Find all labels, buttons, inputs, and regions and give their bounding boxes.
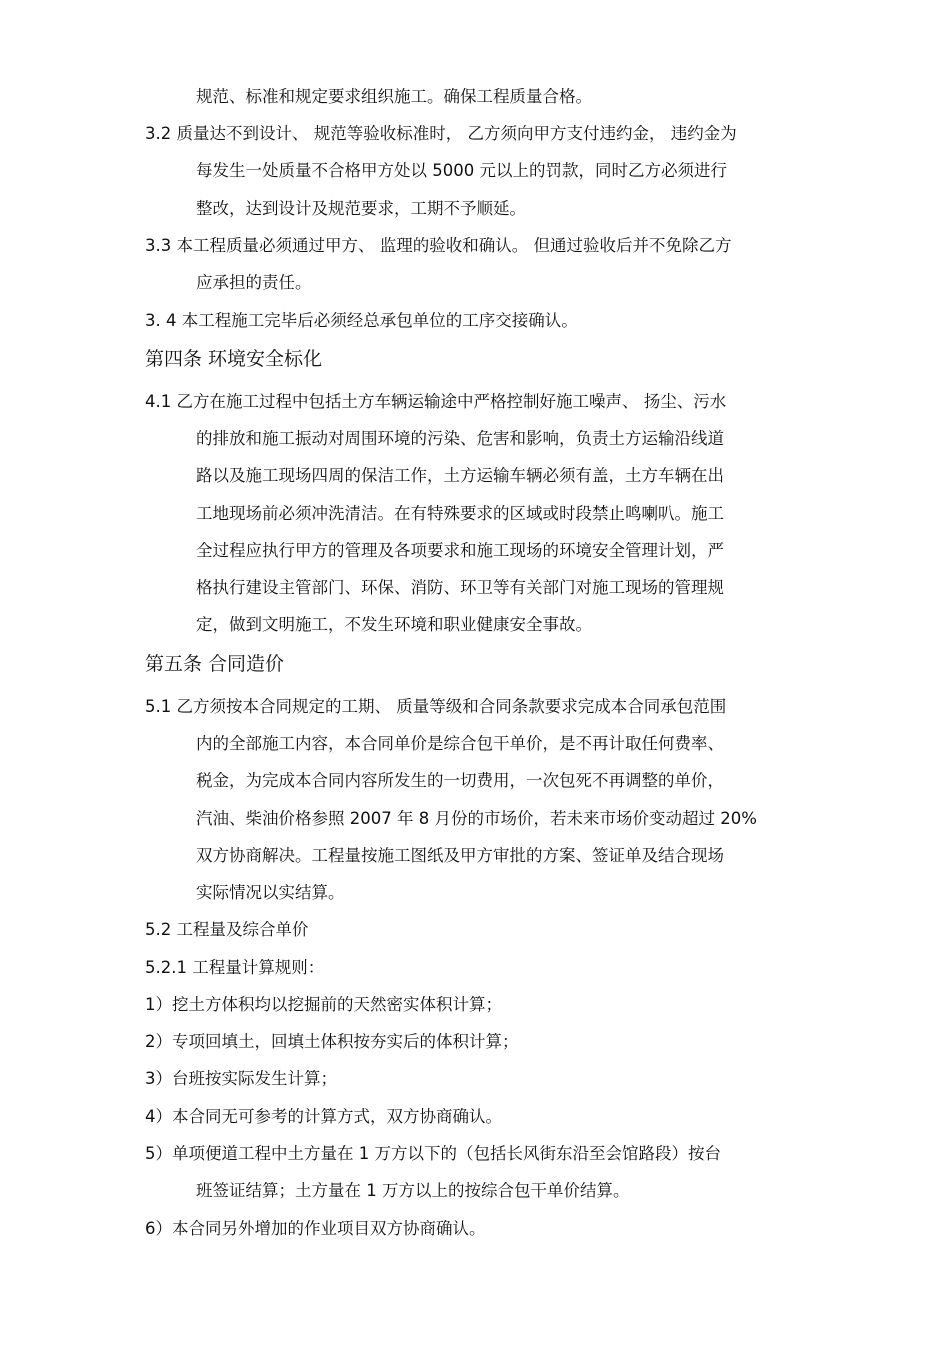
clause-5-1: 5.1 乙方须按本合同规定的工期、 质量等级和合同条款要求完成本合同承包范围 (145, 697, 727, 716)
clause-3-2: 3.2 质量达不到设计、 规范等验收标准时， 乙方须向甲方支付违约金， 违约金为 (145, 124, 737, 143)
rule-item-4: 4）本合同无可参考的计算方式，双方协商确认。 (145, 1107, 502, 1126)
text-line: 定，做到文明施工，不发生环境和职业健康安全事故。 (196, 615, 592, 634)
article-5-heading: 第五条 合同造价 (145, 653, 285, 675)
text-line: 双方协商解决。工程量按施工图纸及甲方审批的方案、签证单及结合现场 (196, 846, 724, 865)
text-line: 的排放和施工振动对周围环境的污染、危害和影响，负责土方运输沿线道 (196, 429, 724, 448)
text-line: 汽油、柴油价格参照 2007 年 8 月份的市场价，若未来市场价变动超过 20% (196, 809, 757, 828)
text-line: 规范、标准和规定要求组织施工。确保工程质量合格。 (196, 87, 592, 106)
rule-item-1: 1）挖土方体积均以挖掘前的天然密实体积计算； (145, 995, 502, 1014)
text-line: 格执行建设主管部门、环保、消防、环卫等有关部门对施工现场的管理规 (196, 578, 724, 597)
text-line: 实际情况以实结算。 (196, 883, 345, 902)
article-4-heading: 第四条 环境安全标化 (145, 348, 323, 370)
text-line: 应承担的责任。 (196, 273, 312, 292)
clause-3-4: 3. 4 本工程施工完毕后必须经总承包单位的工序交接确认。 (145, 311, 578, 330)
text-line: 班签证结算；土方量在 1 万方以上的按综合包干单价结算。 (196, 1181, 630, 1200)
rule-item-2: 2）专项回填土，回填土体积按夯实后的体积计算； (145, 1032, 519, 1051)
text-line: 工地现场前必须冲洗清洁。在有特殊要求的区域或时段禁止鸣喇叭。施工 (196, 504, 724, 523)
text-line: 内的全部施工内容，本合同单价是综合包干单价，是不再计取任何费率、 (196, 734, 724, 753)
text-line: 税金，为完成本合同内容所发生的一切费用，一次包死不再调整的单价， (196, 771, 724, 790)
clause-4-1: 4.1 乙方在施工过程中包括土方车辆运输途中严格控制好施工噪声、 扬尘、污水 (145, 392, 727, 411)
clause-5-2: 5.2 工程量及综合单价 (145, 920, 309, 939)
rule-item-5: 5）单项便道工程中土方量在 1 万方以下的（包括长风街东沿至会馆路段）按台 (145, 1144, 721, 1163)
rule-item-6: 6）本合同另外增加的作业项目双方协商确认。 (145, 1219, 486, 1238)
text-line: 路以及施工现场四周的保洁工作，土方运输车辆必须有盖，土方车辆在出 (196, 466, 724, 485)
text-line: 全过程应执行甲方的管理及各项要求和施工现场的环境安全管理计划，严 (196, 541, 724, 560)
clause-3-3: 3.3 本工程质量必须通过甲方、 监理的验收和确认。 但通过验收后并不免除乙方 (145, 236, 732, 255)
clause-5-2-1: 5.2.1 工程量计算规则： (145, 958, 325, 977)
rule-item-3: 3）台班按实际发生计算； (145, 1069, 337, 1088)
text-line: 每发生一处质量不合格甲方处以 5000 元以上的罚款，同时乙方必须进行 (196, 161, 727, 180)
text-line: 整改，达到设计及规范要求，工期不予顺延。 (196, 199, 526, 218)
